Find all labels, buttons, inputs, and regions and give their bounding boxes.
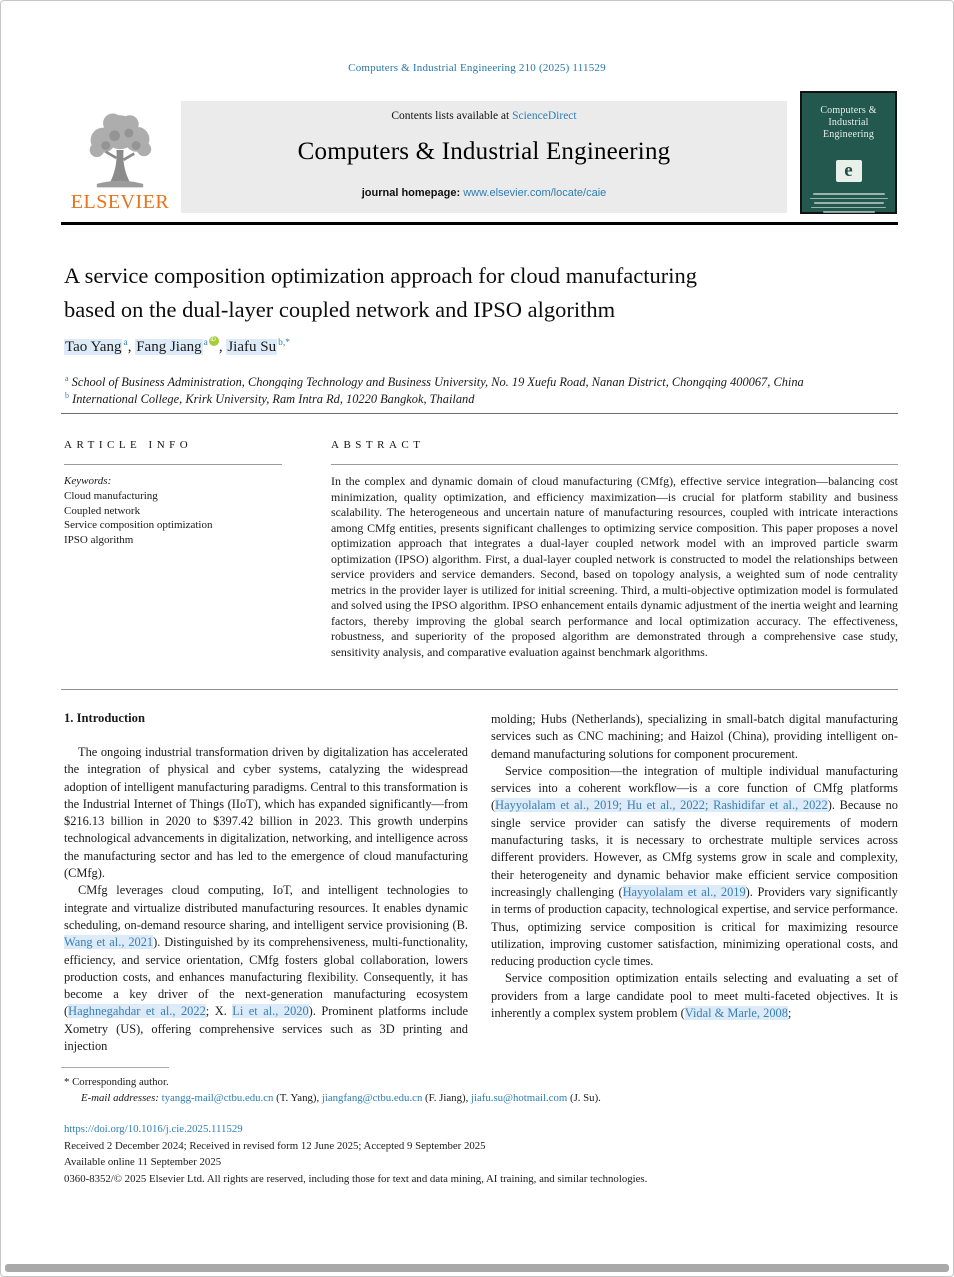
text-segment: ; X. bbox=[205, 1004, 233, 1019]
homepage-line bbox=[181, 187, 787, 199]
paragraph bbox=[64, 744, 468, 882]
text-segment: International College, Krirk University, Ram Intra Rd, 10220 Bangkok, Thailand bbox=[69, 392, 475, 407]
elsevier-tree-icon bbox=[74, 109, 166, 191]
keyword-item: IPSO algorithm bbox=[64, 533, 134, 546]
masthead-divider-rule bbox=[61, 222, 898, 225]
sciencedirect-link[interactable]: ScienceDirect bbox=[512, 110, 577, 122]
text-segment: (F. Jiang), bbox=[422, 1092, 471, 1104]
footnote-block bbox=[64, 1067, 864, 1106]
citation-link[interactable]: Hayyolalam et al., 2019 bbox=[622, 884, 746, 899]
homepage-label: journal homepage: bbox=[361, 187, 464, 199]
text-segment: (T. Yang), bbox=[273, 1092, 322, 1104]
text-segment: ). Distinguished by its comprehensiveness, multi-functionality, efficiency, and service orientation, CMfg fosters global collaboration, lowers production costs, and enhances manufacturing flexibility. Consequently, it has become a key driver of the next-generation manufacturing ecosystem ( bbox=[64, 935, 469, 1019]
cover-e-emblem: e bbox=[836, 160, 862, 182]
copyright-line: 0360-8352/© 2025 Elsevier Ltd. All rights are reserved, including those for text and data mining, AI training, and similar technologies. bbox=[64, 1173, 648, 1186]
intro-column-left bbox=[64, 711, 468, 1055]
article-footer bbox=[64, 1121, 884, 1188]
text-segment: ). Because no single service provider can satisfy the diverse requirements of modern manufacturing tasks, it is necessary to orchestrate multiple services across different providers. However, as CMfg systems grow in scale and complexity, their heterogeneity and dynamic behavior make efficient service composition increasingly challenging ( bbox=[491, 798, 898, 899]
keywords-list bbox=[64, 489, 282, 547]
available-online-date: Available online 11 September 2025 bbox=[64, 1156, 222, 1169]
paragraph bbox=[491, 970, 898, 1022]
text-segment: Service composition—the integration of multiple individual manufacturing services into a coherent workflow—is a core function of CMfg platforms ( bbox=[491, 763, 898, 813]
citation-link[interactable]: Vidal & Marle, 2008 bbox=[684, 1006, 788, 1021]
text-segment: a bbox=[65, 373, 69, 383]
paragraph bbox=[64, 374, 804, 391]
text-segment: , bbox=[127, 339, 136, 355]
abstract-section bbox=[331, 439, 898, 660]
email-addresses-line bbox=[64, 1090, 864, 1106]
email-link[interactable]: jiafu.su@hotmail.com bbox=[470, 1092, 568, 1104]
text-segment: Service composition optimization entails selecting and evaluating a set of providers from a large candidate pool to meet multi-faceted objectives. It is inherently a complex system problem ( bbox=[491, 971, 898, 1021]
section-heading-introduction: 1. Introduction bbox=[64, 711, 145, 725]
keyword-item: Coupled network bbox=[64, 504, 141, 517]
author-affiliation-sup: a bbox=[123, 338, 128, 348]
keyword-item: Service composition optimization bbox=[64, 519, 213, 532]
email-link[interactable]: tyangg-mail@ctbu.edu.cn bbox=[161, 1092, 274, 1104]
text-segment: ). Prominent platforms include Xometry (US), offering comprehensive services such as 3D printing and injection bbox=[64, 1004, 468, 1054]
page-bottom-edge bbox=[5, 1264, 949, 1272]
abstract-text: In the complex and dynamic domain of cloud manufacturing (CMfg), effective service integration—balancing cost minimization, quality optimization, and efficiency maximization—is crucial for platform stability and business scalability. The heterogeneous and uncertain nature of manufacturing resources, coupled with intricate interactions among CMfg entities, presents significant challenges to optimizing service composition. This paper proposes a novel optimization approach that integrates a dual-layer coupled network model with an improved particle swarm optimization (IPSO) algorithm. First, a dual-layer coupled network is constructed to model the relationships between service providers and service demanders. Second, based on topology analysis, a weighted sum of node centrality metrics in the provider layer is utilized for initial screening. Third, a multi-objective optimization model is formulated and solved using the IPSO algorithm. IPSO enhancement entails dynamic adjustment of the inertia weight and learning factors, thereby improving the global search performance and local optimization accuracy. The effectiveness, robustness, and superiority of the proposed algorithm are demonstrated through a comprehensive case study, sensitivity analysis, and comparative evaluation against benchmark algorithms. bbox=[331, 474, 898, 659]
keywords-label: Keywords: bbox=[64, 475, 112, 487]
author-list bbox=[64, 339, 290, 356]
paragraph bbox=[491, 711, 898, 763]
abstract-bottom-rule bbox=[61, 689, 898, 690]
author-name[interactable]: Fang Jiang bbox=[136, 339, 202, 355]
footnote-separator bbox=[61, 1067, 169, 1068]
text-segment: School of Business Administration, Chongqing Technology and Business University, No. 19 Xuefu Road, Nanan District, Chongqing 400067, China bbox=[68, 375, 804, 389]
orcid-icon[interactable] bbox=[209, 336, 219, 346]
paragraph bbox=[491, 763, 898, 971]
text-segment: , bbox=[218, 339, 227, 355]
elsevier-logo[interactable] bbox=[61, 101, 179, 213]
text-segment: b bbox=[65, 391, 69, 401]
citation-link[interactable]: Li et al., 2020 bbox=[232, 1004, 309, 1019]
text-segment: molding; Hubs (Netherlands), specializing in small-batch digital manufacturing services such as CNC machining; and Haizol (China), providing intelligent on-demand manufacturing solutions for component procurement. bbox=[491, 712, 898, 761]
paragraph bbox=[64, 882, 468, 1055]
cover-fineprint-lines bbox=[810, 193, 888, 213]
article-info-heading: ARTICLE INFO bbox=[64, 439, 282, 465]
text-segment: ). Providers vary significantly in terms of production capacity, technological expertise, and service performance. Thus, optimizing service composition is critical for maximizing resource utilization, improving customer satisfaction, minimizing operational costs, and reducing production cycle times. bbox=[491, 884, 898, 969]
author-affiliation-sup: a bbox=[203, 338, 208, 348]
running-head-citation: Computers & Industrial Engineering 210 (2025) 111529 bbox=[348, 62, 606, 74]
author-name[interactable]: Tao Yang bbox=[65, 339, 122, 355]
affiliations bbox=[64, 374, 804, 409]
contents-line bbox=[181, 110, 787, 122]
intro-column-right bbox=[491, 711, 898, 1022]
corresponding-author-note: * Corresponding author. bbox=[64, 1076, 169, 1088]
author-affiliation-sup: b,* bbox=[278, 338, 290, 348]
abstract-heading: ABSTRACT bbox=[331, 439, 898, 465]
journal-banner bbox=[181, 101, 787, 213]
contents-prefix: Contents lists available at bbox=[391, 110, 513, 122]
cover-title: Computers & Industrial Engineering bbox=[820, 105, 877, 140]
intro-right-paragraphs bbox=[491, 711, 898, 1022]
journal-homepage-link[interactable]: www.elsevier.com/locate/caie bbox=[463, 187, 607, 199]
title-section-divider bbox=[61, 413, 898, 414]
email-link[interactable]: jiangfang@ctbu.edu.cn bbox=[321, 1092, 423, 1104]
text-segment: CMfg leverages cloud computing, IoT, and intelligent technologies to integrate and virtualize distributed manufacturing resources. It enables dynamic scheduling, on-demand resource sharing, and intelligent service provisioning (B. bbox=[64, 883, 468, 932]
doi-link[interactable]: https://doi.org/10.1016/j.cie.2025.111529 bbox=[64, 1123, 243, 1135]
journal-cover-thumbnail[interactable] bbox=[800, 91, 897, 214]
keyword-item: Cloud manufacturing bbox=[64, 490, 158, 502]
article-info-section bbox=[64, 439, 282, 547]
elsevier-wordmark: ELSEVIER bbox=[70, 191, 170, 213]
received-dates: Received 2 December 2024; Received in revised form 12 June 2025; Accepted 9 September 2025 bbox=[64, 1139, 486, 1152]
paragraph bbox=[64, 391, 804, 408]
journal-title: Computers & Industrial Engineering bbox=[297, 138, 671, 165]
text-segment: The ongoing industrial transformation driven by digitalization has accelerated the integration of physical and cyber systems, catalyzing the widespread adoption of intelligent manufacturing paradigms. Central to this transformation is the Industrial Internet of Things (IIoT), which has expanded significantly—from $216.13 billion in 2020 to $397.42 billion in 2023. This growth underpins technological advancements in digitalization, networking, and intelligence across the manufacturing sector and has led to the emergence of cloud manufacturing (CMfg). bbox=[64, 745, 468, 881]
text-segment: (J. Su). bbox=[567, 1092, 601, 1104]
citation-link[interactable]: Wang et al., 2021 bbox=[64, 935, 154, 950]
intro-left-paragraphs bbox=[64, 744, 468, 1055]
article-title: A service composition optimization approach for cloud manufacturing based on the dual-layer coupled network and IPSO algorithm bbox=[64, 263, 697, 322]
citation-link[interactable]: Hayyolalam et al., 2019; Hu et al., 2022; Rashidifar et al., 2022 bbox=[495, 798, 828, 813]
author-name[interactable]: Jiafu Su bbox=[227, 339, 277, 355]
text-segment: E-mail addresses: bbox=[81, 1092, 162, 1104]
citation-link[interactable]: Haghnegahdar et al., 2022 bbox=[68, 1004, 206, 1019]
text-segment: ; bbox=[787, 1006, 792, 1021]
